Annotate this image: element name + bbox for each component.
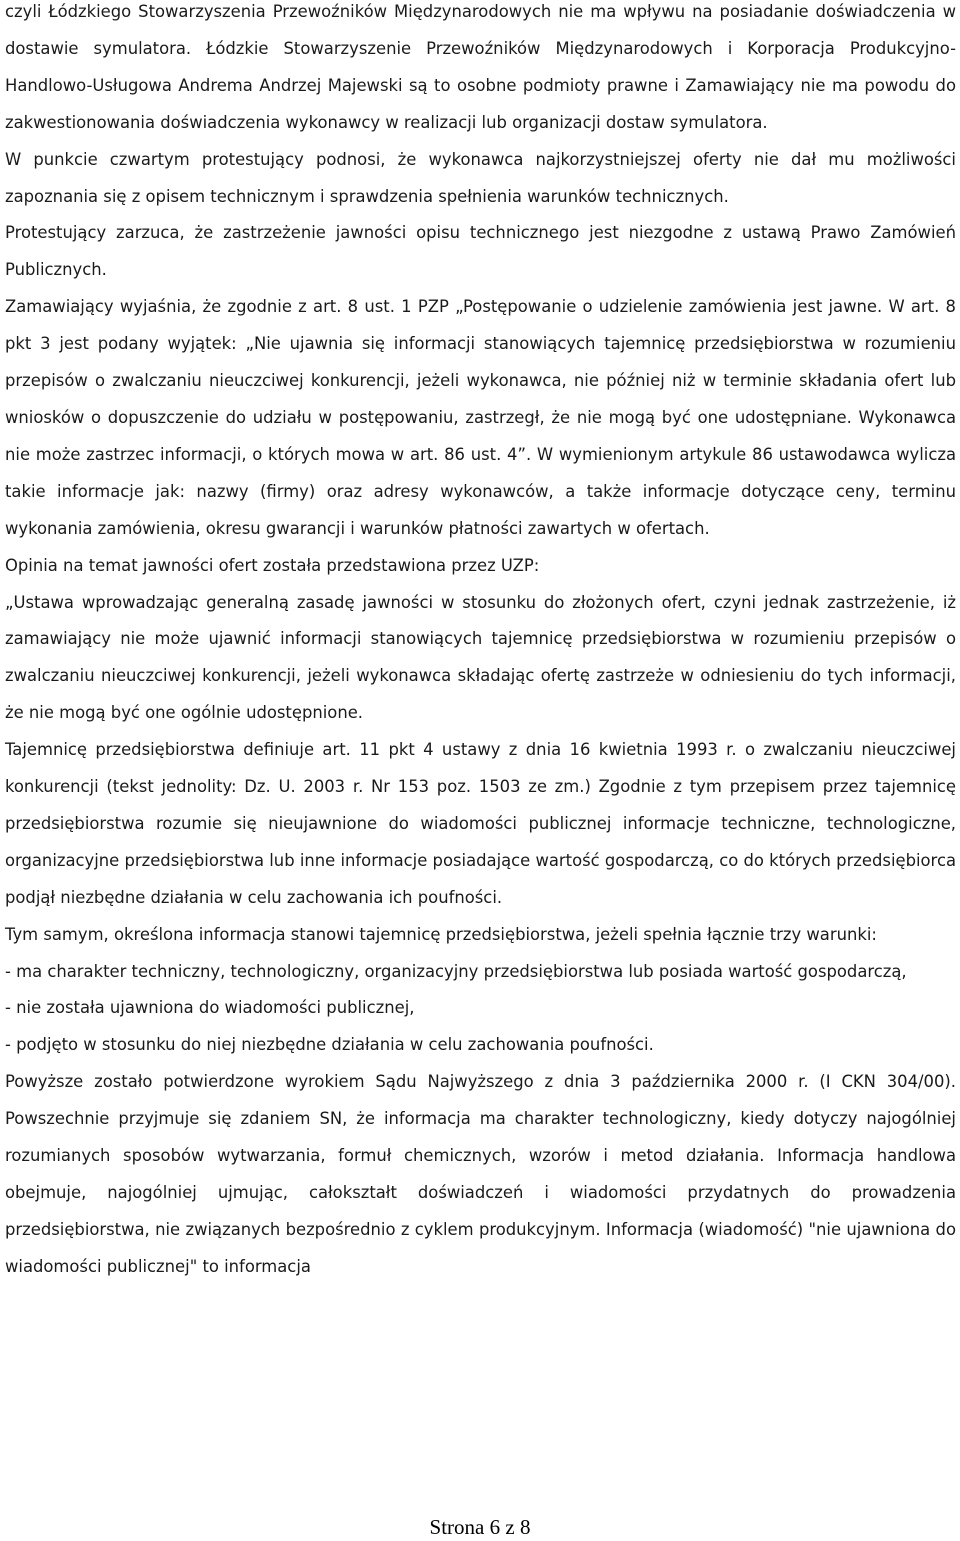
paragraph-experience: czyli Łódzkiego Stowarzyszenia Przewoźników Międzynarodowych nie ma wpływu na posiadanie doświadczenia w dostawie symulatora. Łódzkie Stowarzyszenie Przewoźników Międzynarodowych i Korporacja Produkcyjno-Handlowo-Usługowa Andrema Andrzej Majewski są to osobne podmioty prawne i Zamawiający nie ma powodu do zakwestionowania doświadczenia wykonawcy w realizacji lub organizacji dostaw symulatora. bbox=[5, 2, 956, 132]
list-item-condition-3: - podjęto w stosunku do niej niezbędne działania w celu zachowania poufności. bbox=[5, 1035, 654, 1055]
paragraph-protest-objection: Protestujący zarzuca, że zastrzeżenie jawności opisu technicznego jest niezgodne z ustawą Prawo Zamówień Publicznych. bbox=[5, 223, 956, 280]
paragraph-art-8-explanation: Zamawiający wyjaśnia, że zgodnie z art. 8 ust. 1 PZP „Postępowanie o udzielenie zamówienia jest jawne. W art. 8 pkt 3 jest podany wyjątek: „Nie ujawnia się informacji stanowiących tajemnicę przedsiębiorstwa w rozumieniu przepisów o zwalczaniu nieuczciwej konkurencji, jeżeli wykonawca, nie później niż w terminie składania ofert lub wniosków o dopuszczenie do udziału w postępowaniu, zastrzegł, że nie mogą być one udostępniane. Wykonawca nie może zastrzec informacji, o których mowa w art. 86 ust. 4”. W wymienionym artykule 86 ustawodawca wylicza takie informacje jak: nazwy (firmy) oraz adresy wykonawców, a także informacje dotyczące ceny, terminu wykonania zamówienia, okresu gwarancji i warunków płatności zawartych w ofertach. bbox=[5, 297, 956, 538]
paragraph-supreme-court-ruling: Powyższe zostało potwierdzone wyrokiem Sądu Najwyższego z dnia 3 października 2000 r. (I CKN 304/00). Powszechnie przyjmuje się zdaniem SN, że informacja ma charakter technologiczny, kiedy dotyczy najogólniej rozumianych sposobów wytwarzania, formuł chemicznych, wzorów i metod działania. Informacja handlowa obejmuje, najogólniej ujmując, całokształt doświadczeń i wiadomości przydatnych do prowadzenia przedsiębiorstwa, nie związanych bezpośrednio z cyklem produkcyjnym. Informacja (wiadomość) "nie ujawniona do wiadomości publicznej" to informacja bbox=[5, 1072, 956, 1276]
document-body bbox=[5, 0, 956, 1286]
paragraph-protest-point-four: W punkcie czwartym protestujący podnosi, że wykonawca najkorzystniejszej oferty nie dał mu możliwości zapoznania się z opisem technicznym i sprawdzenia spełnienia warunków technicznych. bbox=[5, 149, 956, 206]
page-number-footer: Strona 6 z 8 bbox=[429, 1515, 531, 1539]
paragraph-uzp-opinion-intro: Opinia na temat jawności ofert została przedstawiona przez UZP: bbox=[5, 555, 540, 575]
paragraph-three-conditions: Tym samym, określona informacja stanowi tajemnicę przedsiębiorstwa, jeżeli spełnia łącznie trzy warunki: bbox=[5, 924, 877, 944]
list-item-condition-1: - ma charakter techniczny, technologiczny, organizacyjny przedsiębiorstwa lub posiada wartość gospodarczą, bbox=[5, 961, 907, 981]
paragraph-uzp-quote: „Ustawa wprowadzając generalną zasadę jawności w stosunku do złożonych ofert, czyni jednak zastrzeżenie, iż zamawiający nie może ujawnić informacji stanowiących tajemnicę przedsiębiorstwa w rozumieniu przepisów o zwalczaniu nieuczciwej konkurencji, jeżeli wykonawca składając ofertę zastrzeże w odniesieniu do tych informacji, że nie mogą być one ogólnie udostępnione. bbox=[5, 592, 956, 723]
paragraph-trade-secret-definition: Tajemnicę przedsiębiorstwa definiuje art. 11 pkt 4 ustawy z dnia 16 kwietnia 1993 r. o zwalczaniu nieuczciwej konkurencji (tekst jednolity: Dz. U. 2003 r. Nr 153 poz. 1503 ze zm.) Zgodnie z tym przepisem przez tajemnicę przedsiębiorstwa rozumie się nieujawnione do wiadomości publicznej informacje techniczne, technologiczne, organizacyjne przedsiębiorstwa lub inne informacje posiadające wartość gospodarczą, co do których przedsiębiorca podjął niezbędne działania w celu zachowania ich poufności. bbox=[5, 740, 956, 907]
list-item-condition-2: - nie została ujawniona do wiadomości publicznej, bbox=[5, 998, 415, 1018]
